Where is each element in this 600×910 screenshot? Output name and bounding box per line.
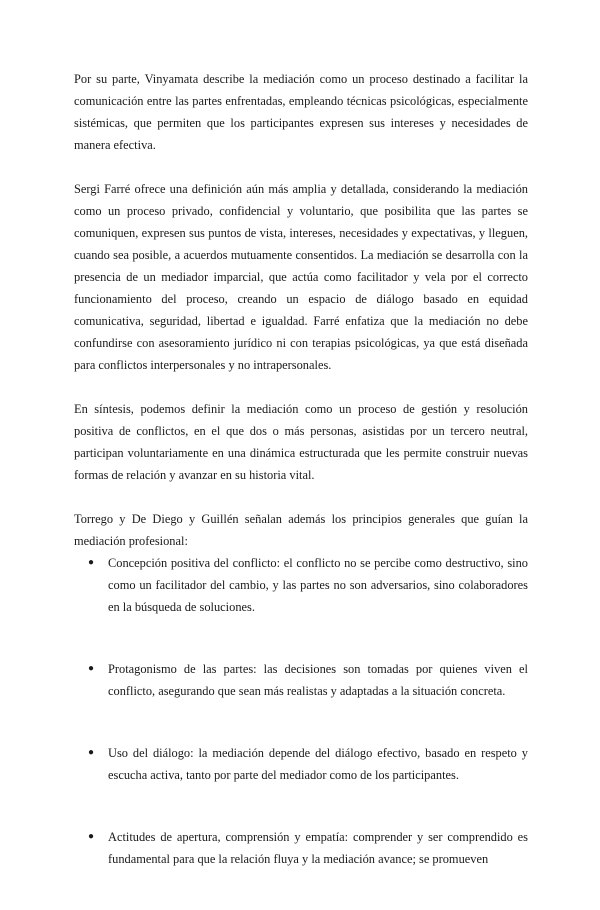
list-item: [74, 826, 528, 870]
bullet-icon: ●: [88, 663, 95, 674]
list-item: [74, 552, 528, 618]
bullet-icon: ●: [88, 831, 95, 842]
principles-list: [74, 552, 528, 870]
list-item: [74, 742, 528, 786]
list-item-text: Uso del diálogo: la mediación depende del diálogo efectivo, basado en respeto y escucha activa, tanto por parte del mediador como de los participantes.: [108, 746, 528, 782]
document-body: [74, 68, 528, 910]
bullet-icon: ●: [88, 747, 95, 758]
paragraph-vinyamata: Por su parte, Vinyamata describe la mediación como un proceso destinado a facilitar la comunicación entre las partes enfrentadas, empleando técnicas psicológicas, especialmente sistémicas, que permiten que los participantes expresen sus intereses y necesidades de manera efectiva.: [74, 72, 528, 152]
list-item-text: Protagonismo de las partes: las decisiones son tomadas por quienes viven el conflicto, asegurando que sean más realistas y adaptadas a la situación concreta.: [108, 662, 528, 698]
paragraph-principios-intro: Torrego y De Diego y Guillén señalan además los principios generales que guían la mediación profesional:: [74, 512, 528, 548]
list-item: [74, 658, 528, 702]
paragraph-farre: Sergi Farré ofrece una definición aún más amplia y detallada, considerando la mediación como un proceso privado, confidencial y voluntario, que posibilita que las partes se comuniquen, expresen sus puntos de vista, intereses, necesidades y expectativas, y lleguen, cuando sea posible, a acuerdos mutuamente consentidos. La mediación se desarrolla con la presencia de un mediador imparcial, que actúa como facilitador y vela por el correcto funcionamiento del proceso, creando un espacio de diálogo basado en equidad comunicativa, seguridad, libertad e igualdad. Farré enfatiza que la mediación no debe confundirse con asesoramiento jurídico ni con terapias psicológicas, ya que está diseñada para conflictos interpersonales y no intrapersonales.: [74, 182, 528, 372]
list-item-text: Actitudes de apertura, comprensión y empatía: comprender y ser comprendido es fundamental para que la relación fluya y la mediación avance; se promueven: [108, 830, 528, 866]
bullet-icon: ●: [88, 557, 95, 568]
list-item-text: Concepción positiva del conflicto: el conflicto no se percibe como destructivo, sino como un facilitador del cambio, y las partes no son adversarios, sino colaboradores en la búsqueda de soluciones.: [108, 556, 528, 614]
paragraph-sintesis: En síntesis, podemos definir la mediación como un proceso de gestión y resolución positiva de conflictos, en el que dos o más personas, asistidas por un tercero neutral, participan voluntariamente en una dinámica estructurada que les permite construir nuevas formas de relación y avanzar en su historia vital.: [74, 402, 528, 482]
